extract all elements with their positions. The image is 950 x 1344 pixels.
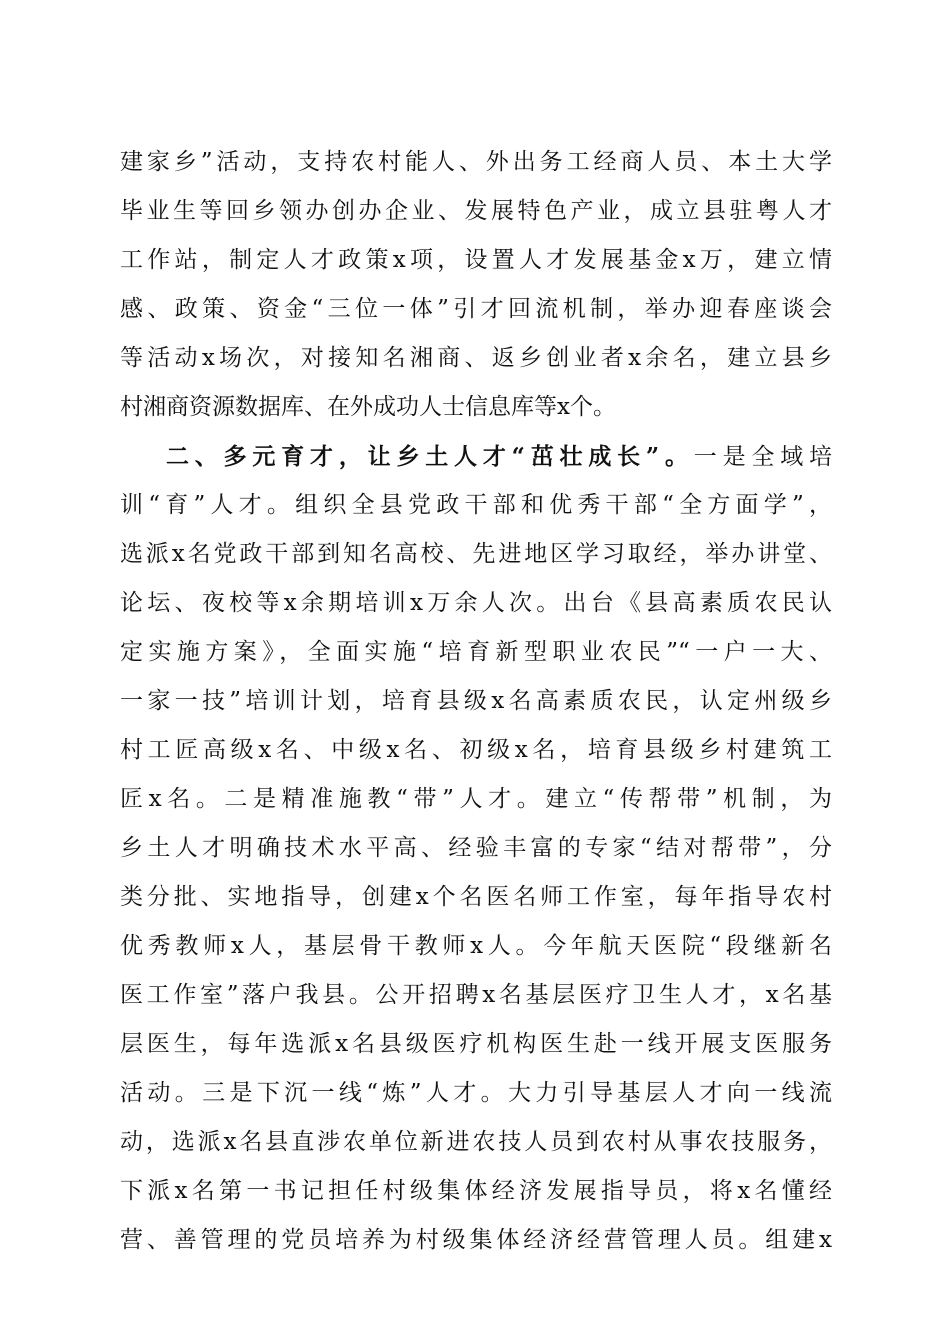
text-line: 工作站，制定人才政策x项，设置人才发展基金x万，建立情 bbox=[120, 247, 832, 273]
section-heading: 二、多元育才，让乡土人才“茁壮成长”。 bbox=[166, 443, 694, 470]
text-line: 活动。三是下沉一线“炼”人才。大力引导基层人才向一线流 bbox=[120, 1080, 832, 1106]
text-line: 下派x名第一书记担任村级集体经济发展指导员，将x名懂经 bbox=[120, 1178, 832, 1204]
text-line: 感、政策、资金“三位一体”引才回流机制，举办迎春座谈会 bbox=[120, 296, 832, 322]
text-line bbox=[120, 432, 832, 481]
paragraph-2 bbox=[120, 432, 832, 1265]
text-line: 论坛、夜校等x余期培训x万余人次。出台《县高素质农民认 bbox=[120, 590, 832, 616]
text-line: 训“育”人才。组织全县党政干部和优秀干部“全方面学”， bbox=[120, 492, 832, 518]
document-body bbox=[120, 138, 832, 1265]
text-line: 选派x名党政干部到知名高校、先进地区学习取经，举办讲堂、 bbox=[120, 541, 832, 567]
text-line: 毕业生等回乡领办创办企业、发展特色产业，成立县驻粤人才 bbox=[120, 198, 832, 224]
text-line: 类分批、实地指导，创建x个名医名师工作室，每年指导农村 bbox=[120, 884, 832, 910]
heading-line-rest: 一是全域培 bbox=[693, 444, 833, 470]
text-line: 乡土人才明确技术水平高、经验丰富的专家“结对帮带”，分 bbox=[120, 835, 832, 861]
text-line: 匠x名。二是精准施教“带”人才。建立“传帮带”机制，为 bbox=[120, 786, 832, 812]
text-line: 优秀教师x人，基层骨干教师x人。今年航天医院“段继新名 bbox=[120, 933, 832, 959]
text-line: 村工匠高级x名、中级x名、初级x名，培育县级乡村建筑工 bbox=[120, 737, 832, 763]
text-line: 村湘商资源数据库、在外成功人士信息库等x个。 bbox=[120, 394, 616, 420]
text-line: 营、善管理的党员培养为村级集体经济经营管理人员。组建x bbox=[120, 1227, 832, 1253]
paragraph-1 bbox=[120, 138, 832, 432]
text-line: 层医生，每年选派x名县级医疗机构医生赴一线开展支医服务 bbox=[120, 1031, 832, 1057]
text-line: 定实施方案》，全面实施“培育新型职业农民”“一户一大、 bbox=[120, 639, 832, 665]
text-line: 动，选派x名县直涉农单位新进农技人员到农村从事农技服务， bbox=[120, 1129, 832, 1155]
text-line: 医工作室”落户我县。公开招聘x名基层医疗卫生人才，x名基 bbox=[120, 982, 832, 1008]
text-line: 等活动x场次，对接知名湘商、返乡创业者x余名，建立县乡 bbox=[120, 345, 832, 371]
text-line: 一家一技”培训计划，培育县级x名高素质农民，认定州级乡 bbox=[120, 688, 832, 714]
text-line: 建家乡”活动，支持农村能人、外出务工经商人员、本土大学 bbox=[120, 149, 832, 175]
